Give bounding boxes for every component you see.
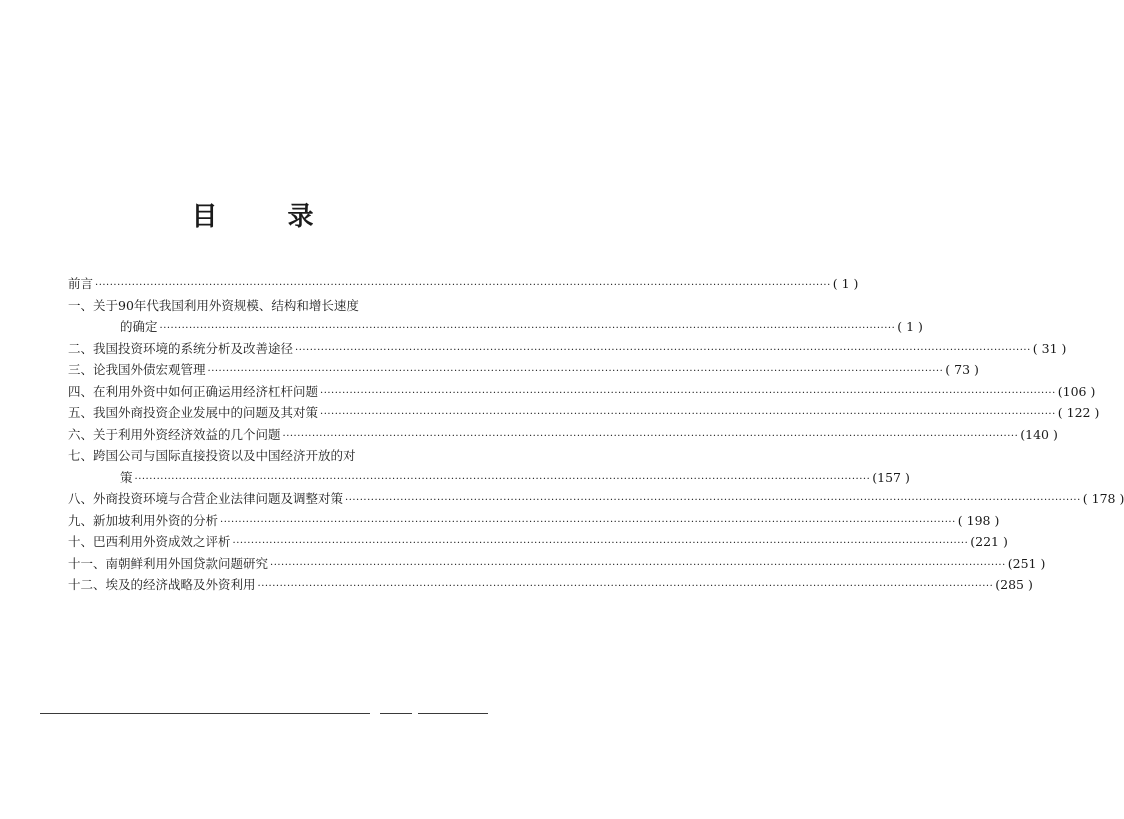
toc-entry-title: 二、我国投资环境的系统分析及改善途径 (68, 340, 294, 356)
toc-dot-leader: ········································································································································································································ (257, 581, 994, 592)
footer-rule (40, 713, 488, 714)
toc-page-number: (157 ) (872, 469, 910, 485)
toc-dot-leader: ········································································································································································································ (320, 409, 1056, 420)
toc-page-number: ( 73 ) (945, 362, 979, 377)
page-title: 目 录 (191, 202, 336, 232)
toc-dot-leader: ········································································································································································································ (232, 538, 969, 549)
toc-page-number: (106 ) (1057, 383, 1096, 399)
toc-entry (68, 382, 1096, 404)
toc-entry-title: 的确定 (120, 319, 158, 334)
toc-entry (68, 339, 1067, 361)
toc-entry-title: 八、外商投资环境与合营企业法律问题及调整对策 (68, 491, 344, 506)
toc-entry (68, 575, 1033, 597)
toc-entry-title: 六、关于利用外资经济效益的几个问题 (68, 426, 281, 442)
toc-entry-title: 前言 (68, 276, 94, 291)
toc-entry-title: 四、在利用外资中如何正确运用经济杠杆问题 (68, 383, 319, 399)
toc-page-number: (285 ) (995, 577, 1033, 592)
toc-page-number: ( 122 ) (1057, 405, 1100, 420)
toc-page-number: (221 ) (970, 534, 1008, 549)
toc-entry (68, 360, 979, 382)
toc-entry-title: 十二、埃及的经济战略及外资利用 (68, 577, 256, 592)
toc-entry (68, 532, 1008, 554)
toc-entry-title: 三、论我国外债宏观管理 (68, 362, 206, 377)
toc-entry (68, 425, 1058, 447)
toc-page-number: ( 1 ) (832, 276, 859, 291)
toc-entry-title: 一、关于90年代我国利用外资规模、结构和增长速度 (68, 297, 359, 313)
toc-entry-title: 策 (120, 469, 133, 485)
toc-dot-leader: ········································································································································································································ (295, 344, 1031, 356)
toc-dot-leader: ········································································································································································································ (207, 366, 944, 377)
toc-dot-leader: ········································································································································································································ (282, 430, 1019, 442)
toc-entry-title: 九、新加坡利用外资的分析 (68, 512, 219, 528)
toc-entry (68, 511, 1000, 533)
toc-page-number: ( 178 ) (1082, 491, 1124, 506)
toc-entry (68, 403, 1100, 425)
toc-dot-leader: ········································································································································································································ (320, 387, 1056, 399)
toc-entry (68, 446, 436, 468)
toc-dot-leader: ········································································································································································································ (345, 495, 1081, 506)
toc-dot-leader: ········································································································································································································ (270, 559, 1006, 571)
toc-page-number: (140 ) (1020, 426, 1058, 442)
toc-entry (68, 468, 910, 490)
table-of-contents (68, 274, 1124, 597)
toc-entry-title: 五、我国外商投资企业发展中的问题及其对策 (68, 405, 319, 420)
toc-entry (68, 317, 923, 339)
toc-entry (68, 296, 436, 318)
toc-dot-leader: ········································································································································································································ (134, 473, 871, 485)
toc-dot-leader: ········································································································································································································ (159, 323, 896, 334)
toc-entry (68, 554, 1046, 576)
toc-page-number: ( 31 ) (1032, 340, 1067, 356)
toc-dot-leader: ········································································································································································································ (220, 516, 956, 528)
toc-entry-title: 十、巴西利用外资成效之评析 (68, 534, 231, 549)
toc-entry-title: 十一、南朝鲜利用外国贷款问题研究 (68, 555, 269, 571)
toc-entry (68, 489, 1124, 511)
toc-entry-title: 七、跨国公司与国际直接投资以及中国经济开放的对 (68, 448, 356, 463)
toc-dot-leader: ········································································································································································································ (95, 280, 831, 291)
toc-page-number: ( 1 ) (897, 319, 923, 334)
toc-page-number: ( 198 ) (957, 512, 1000, 528)
toc-entry (68, 274, 859, 296)
toc-page-number: (251 ) (1007, 555, 1046, 571)
